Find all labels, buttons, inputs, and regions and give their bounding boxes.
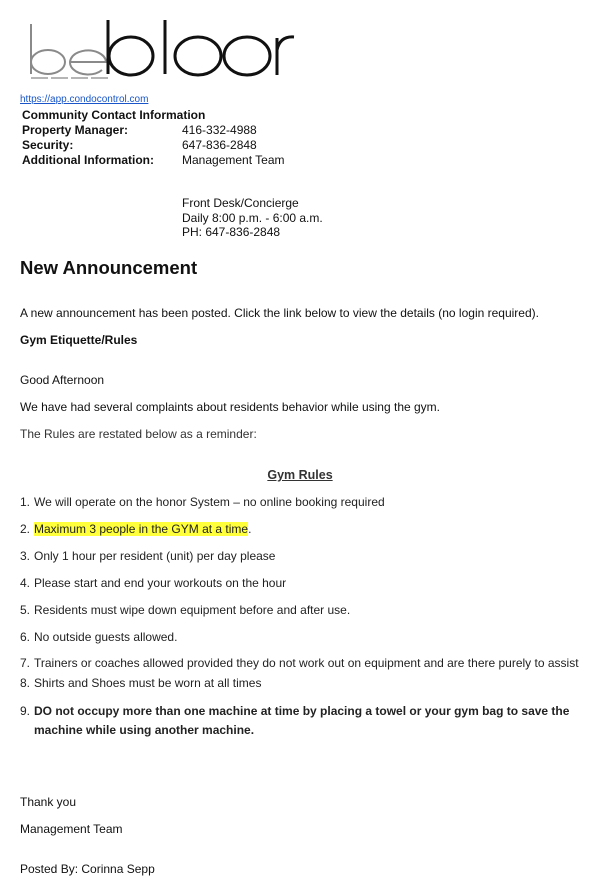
condocontrol-link[interactable]: https://app.condocontrol.com <box>20 94 149 105</box>
rule-item <box>20 702 580 740</box>
contact-title: Community Contact Information <box>22 108 206 122</box>
rule-text: Only 1 hour per resident (unit) per day please <box>34 549 276 563</box>
contact-row-security <box>22 138 285 153</box>
front-desk-line: Daily 8:00 p.m. - 6:00 a.m. <box>182 210 323 225</box>
body-line-1: We have had several complaints about residents behavior while using the gym. <box>20 400 441 414</box>
contact-row-additional <box>22 153 285 168</box>
rule-number: 4. <box>20 576 31 590</box>
contact-label: Security: <box>22 138 74 152</box>
announcement-intro: A new announcement has been posted. Click the link below to view the details (no login required). <box>20 306 539 320</box>
rule-number: 5. <box>20 603 31 617</box>
contact-value: 647-836-2848 <box>182 138 257 152</box>
rule-text-highlighted: Maximum 3 people in the GYM at a time <box>34 522 249 536</box>
posted-by: Posted By: Corinna Sepp <box>20 862 155 876</box>
rule-number: 2. <box>20 522 31 536</box>
bebloor-logo-art <box>28 18 298 84</box>
contact-label: Additional Information: <box>22 153 154 167</box>
rule-text: DO not occupy more than one machine at time by placing a towel or your gym bag to save the machine while using another machine. <box>34 704 570 737</box>
rule-item <box>20 521 580 537</box>
rule-item <box>20 629 580 645</box>
front-desk-info <box>182 196 323 240</box>
gym-rules-title: Gym Rules <box>267 468 333 482</box>
body-line-2: The Rules are restated below as a reminder: <box>20 427 257 441</box>
rule-item <box>20 675 580 691</box>
gym-rules-list <box>20 494 580 751</box>
rule-text: No outside guests allowed. <box>34 630 178 644</box>
rule-text: Residents must wipe down equipment before and after use. <box>34 603 351 617</box>
contact-label: Property Manager: <box>22 123 129 137</box>
rule-number: 3. <box>20 549 31 563</box>
contact-info <box>22 108 285 168</box>
announcement-subject: Gym Etiquette/Rules <box>20 333 138 347</box>
rule-text: We will operate on the honor System – no online booking required <box>34 495 385 509</box>
rule-text-suffix: . <box>248 522 252 536</box>
signoff: Management Team <box>20 822 123 836</box>
rule-item <box>20 575 580 591</box>
contact-value: Management Team <box>182 153 285 167</box>
rule-text: Trainers or coaches allowed provided they do not work out on equipment and are there purely to assist <box>34 656 579 670</box>
rule-number: 7. <box>20 656 31 670</box>
greeting: Good Afternoon <box>20 373 105 387</box>
contact-value: 416-332-4988 <box>182 123 257 137</box>
rule-number: 1. <box>20 495 31 509</box>
rule-number: 8. <box>20 676 31 690</box>
rule-item <box>20 653 580 674</box>
rule-number: 9. <box>20 704 31 718</box>
rule-item <box>20 548 580 564</box>
contact-row-manager <box>22 123 285 138</box>
bebloor-logo <box>28 18 298 84</box>
rule-item <box>20 494 580 510</box>
front-desk-line: Front Desk/Concierge <box>182 196 299 210</box>
front-desk-line: PH: 647-836-2848 <box>182 225 281 239</box>
rule-number: 6. <box>20 630 31 644</box>
announcement-heading: New Announcement <box>20 257 198 278</box>
rule-item <box>20 602 580 618</box>
thanks: Thank you <box>20 795 77 809</box>
rule-text: Please start and end your workouts on the hour <box>34 576 287 590</box>
rule-text: Shirts and Shoes must be worn at all times <box>34 676 262 690</box>
